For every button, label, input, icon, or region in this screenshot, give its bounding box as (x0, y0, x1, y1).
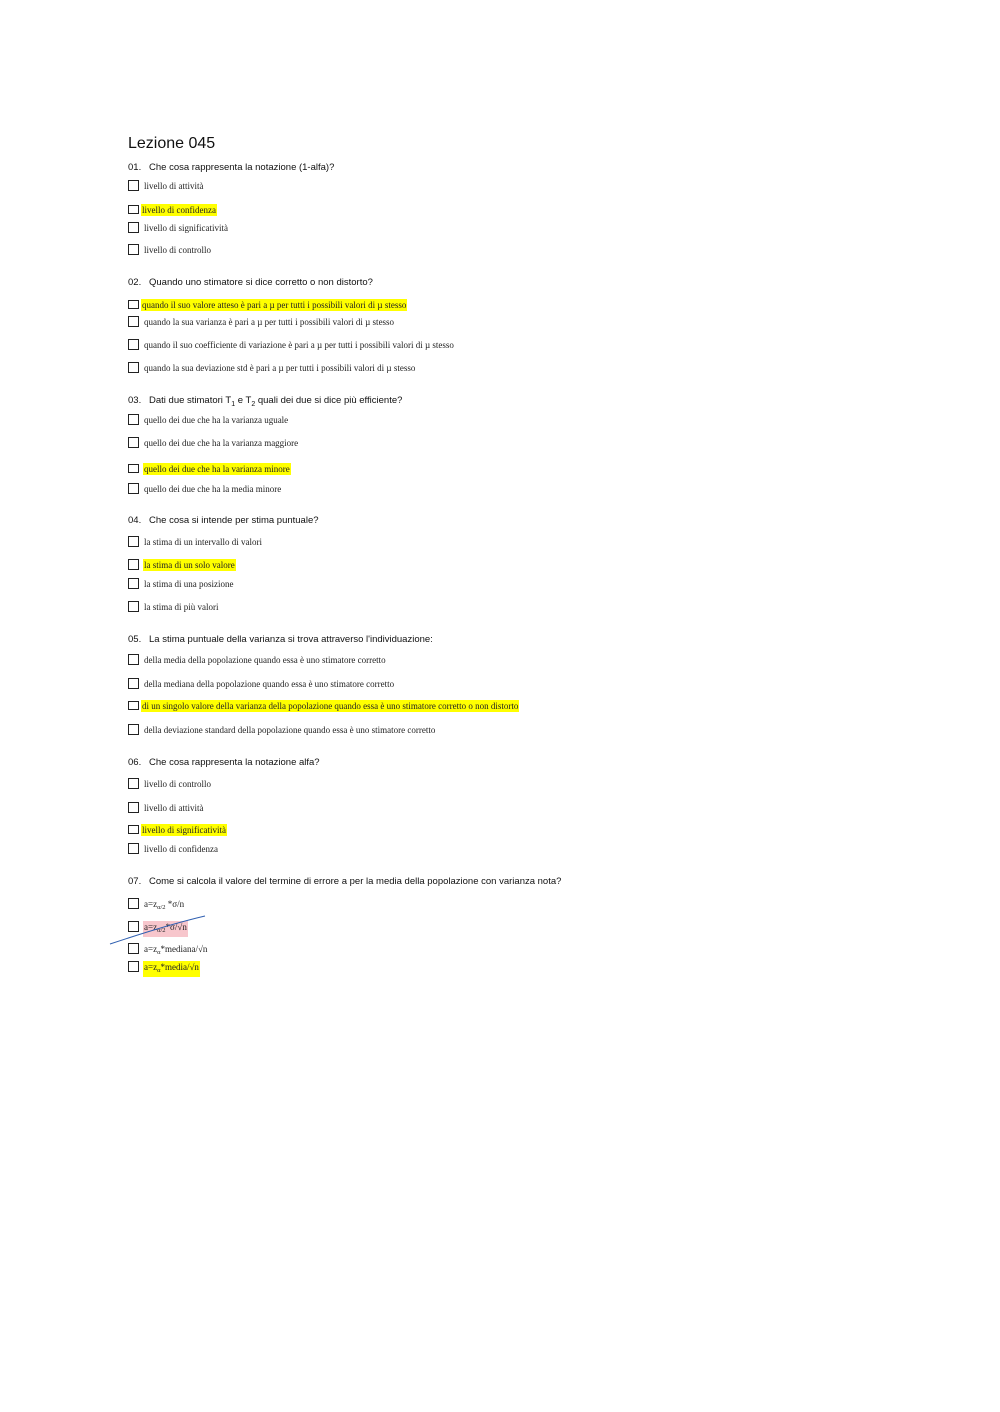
option-text: della deviazione standard della popolazione quando essa è uno stimatore corretto (144, 725, 436, 735)
answer-checkbox[interactable] (128, 464, 139, 473)
option-text: livello di confidenza (144, 844, 218, 854)
answer-checkbox[interactable] (128, 205, 139, 214)
answer-checkbox[interactable] (128, 678, 139, 689)
page-title: Lezione 045 (128, 135, 216, 152)
question-text: Che cosa si intende per stima puntuale? (149, 515, 319, 526)
option-text: $a=z_{\alpha/2}*\sigma/√n$ (143, 921, 188, 937)
answer-checkbox[interactable] (128, 843, 139, 854)
answer-checkbox[interactable] (128, 362, 139, 373)
answer-checkbox[interactable] (128, 778, 139, 789)
option-text: quando il suo coefficiente di variazione è pari a µ per tutti i possibili valori di µ stesso (144, 340, 454, 350)
question-number: 03. (128, 395, 142, 406)
question-01 (128, 162, 334, 173)
option-text: la stima di un intervallo di valori (144, 537, 262, 547)
option-text: quello dei due che ha la varianza uguale (144, 415, 289, 425)
question-07 (128, 876, 561, 887)
answer-checkbox[interactable] (128, 316, 139, 327)
question-02 (128, 277, 373, 288)
answer-checkbox[interactable] (128, 483, 139, 494)
answer-checkbox[interactable] (128, 578, 139, 589)
answer-checkbox[interactable] (128, 414, 139, 425)
answer-checkbox[interactable] (128, 898, 139, 909)
option-text: quando la sua deviazione std è pari a µ per tutti i possibili valori di µ stesso (144, 363, 416, 373)
question-number: 05. (128, 634, 142, 645)
option-text: livello di attività (144, 803, 204, 813)
option-text: $a=z_\alpha*media/√n$ (143, 961, 200, 977)
answer-checkbox[interactable] (128, 180, 139, 191)
option-text: $a=z_\alpha*mediana/√n$ (144, 944, 208, 956)
answer-checkbox[interactable] (128, 943, 139, 954)
option-text: livello di controllo (144, 245, 211, 255)
answer-checkbox[interactable] (128, 825, 139, 834)
option-text: livello di significatività (142, 825, 226, 835)
question-text: Che cosa rappresenta la notazione (1-alfa)? (149, 162, 335, 173)
option-text: della mediana della popolazione quando essa è uno stimatore corretto (144, 679, 395, 689)
option-text: la stima di una posizione (144, 579, 234, 589)
question-number: 07. (128, 876, 142, 887)
option-text: la stima di un solo valore (144, 560, 235, 570)
option-text: livello di controllo (144, 779, 211, 789)
answer-checkbox[interactable] (128, 339, 139, 350)
question-number: 04. (128, 515, 142, 526)
answer-checkbox[interactable] (128, 654, 139, 665)
option-text: quando la sua varianza è pari a µ per tutti i possibili valori di µ stesso (144, 317, 395, 327)
option-text: $a=z_{\alpha/2}$ *σ/n (144, 899, 185, 911)
question-text: La stima puntuale della varianza si trova attraverso l'individuazione: (149, 634, 433, 645)
answer-checkbox[interactable] (128, 300, 139, 309)
answer-checkbox[interactable] (128, 222, 139, 233)
option-text: quello dei due che ha la varianza maggiore (144, 438, 299, 448)
question-06 (128, 757, 320, 768)
question-05 (128, 634, 433, 645)
answer-checkbox[interactable] (128, 921, 139, 932)
option-text: della media della popolazione quando essa è uno stimatore corretto (144, 655, 386, 665)
question-text: Che cosa rappresenta la notazione alfa? (149, 757, 320, 768)
question-text: Quando uno stimatore si dice corretto o non distorto? (149, 277, 373, 288)
answer-checkbox[interactable] (128, 724, 139, 735)
answer-checkbox[interactable] (128, 536, 139, 547)
option-text: quello dei due che ha la media minore (144, 484, 282, 494)
answer-checkbox[interactable] (128, 559, 139, 570)
answer-checkbox[interactable] (128, 244, 139, 255)
option-text: livello di confidenza (142, 205, 216, 215)
answer-checkbox[interactable] (128, 601, 139, 612)
question-text: Come si calcola il valore del termine di errore a per la media della popolazione con varianza nota? (149, 876, 562, 887)
question-number: 01. (128, 162, 142, 173)
question-text: Dati due stimatori $T_1$ e $T_2$ quali dei due si dice più efficiente? (149, 395, 403, 408)
question-04 (128, 515, 319, 526)
answer-checkbox[interactable] (128, 701, 139, 710)
option-text: quello dei due che ha la varianza minore (144, 464, 290, 474)
option-text: livello di significatività (144, 223, 228, 233)
option-text: di un singolo valore della varianza della popolazione quando essa è uno stimatore corretto o non distorto (142, 701, 519, 711)
option-text: quando il suo valore atteso è pari a µ per tutti i possibili valori di µ stesso (142, 300, 407, 310)
option-text: la stima di più valori (144, 602, 219, 612)
option-text: livello di attività (144, 181, 204, 191)
question-03 (128, 395, 402, 408)
answer-checkbox[interactable] (128, 961, 139, 972)
answer-checkbox[interactable] (128, 437, 139, 448)
answer-checkbox[interactable] (128, 802, 139, 813)
question-number: 06. (128, 757, 142, 768)
question-number: 02. (128, 277, 142, 288)
